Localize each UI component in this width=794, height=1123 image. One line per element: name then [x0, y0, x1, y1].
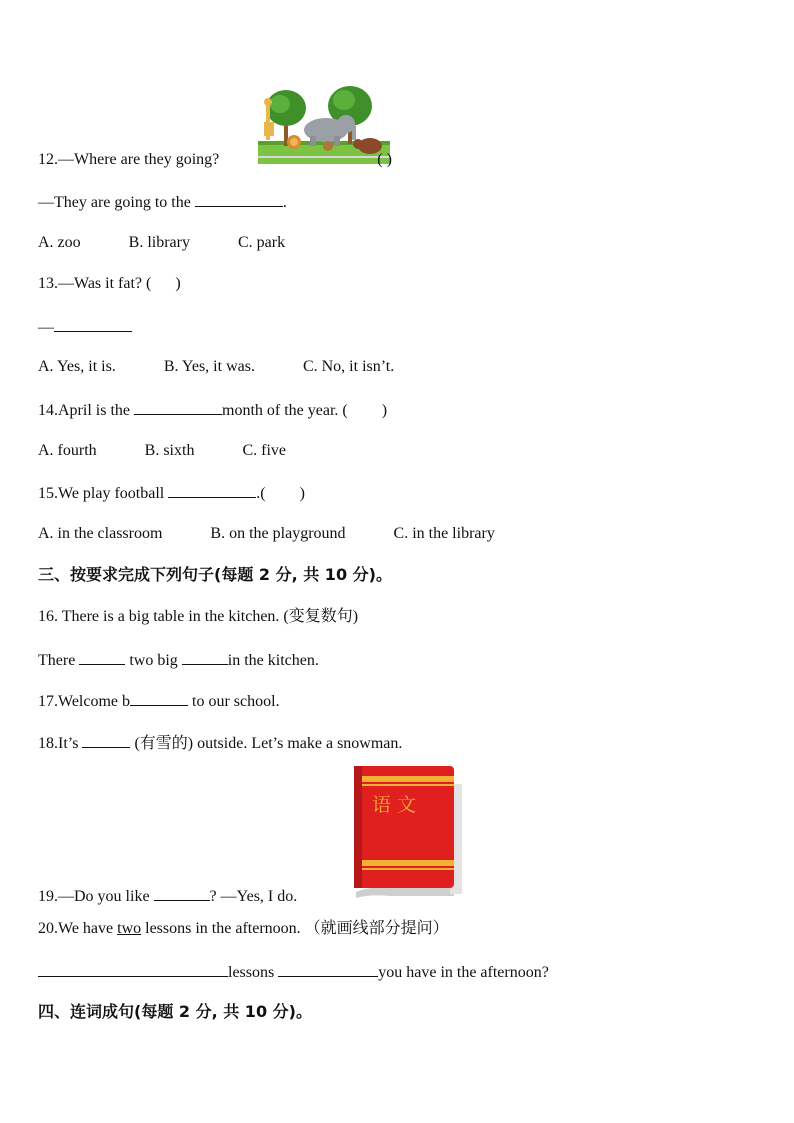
q13-answer-line: [38, 316, 132, 338]
q16-answer-line: [38, 649, 319, 671]
q13-paren-close: ): [175, 275, 181, 292]
q20-ans-1: lessons: [228, 964, 275, 981]
q15-blank[interactable]: [168, 482, 256, 498]
q14-question-line: [38, 399, 387, 421]
q19-prefix: 19.—Do you like: [38, 888, 150, 905]
q13-option-a[interactable]: A. Yes, it is.: [38, 358, 116, 375]
q16-blank-1[interactable]: [79, 649, 125, 665]
q16-ans-2: two big: [129, 652, 178, 669]
q20-suffix: lessons in the afternoon. （就画线部分提问）: [145, 920, 449, 937]
q12-answer-prefix: —They are going to the: [38, 194, 191, 211]
q15-paren-close: ): [299, 485, 305, 502]
q12-option-b[interactable]: B. library: [128, 234, 190, 251]
q20-prefix: 20.We have: [38, 920, 114, 937]
q13-options: [38, 357, 394, 377]
q12-blank[interactable]: [195, 191, 283, 207]
q12-option-c[interactable]: C. park: [237, 234, 286, 251]
q19-suffix: ? —Yes, I do.: [209, 888, 298, 905]
q12-paren: ( ): [377, 151, 392, 168]
q18-prefix: 18.It’s: [38, 735, 79, 752]
q16-ans-1: There: [38, 652, 76, 669]
q14-option-b[interactable]: B. sixth: [144, 442, 195, 459]
q14-blank[interactable]: [134, 399, 222, 415]
q15-option-a[interactable]: A. in the classroom: [38, 525, 163, 542]
q20-answer-line: [38, 961, 549, 983]
q14-option-c[interactable]: C. five: [242, 442, 286, 459]
q17-suffix: to our school.: [192, 693, 280, 710]
q16-ans-3: in the kitchen.: [227, 652, 319, 669]
q14-prefix: 14.April is the: [38, 402, 130, 419]
section3-title: 三、按要求完成下列句子(每题 2 分, 共 10 分)。: [38, 565, 392, 584]
q13-blank[interactable]: [54, 316, 132, 332]
q17-blank[interactable]: [130, 690, 188, 706]
book-cover-text: 语 文: [372, 794, 417, 816]
q16-sentence: 16. There is a big table in the kitchen. (变复数句): [38, 608, 359, 625]
q13-dash: —: [38, 319, 54, 336]
q17-prefix: 17.Welcome b: [38, 693, 131, 710]
q20-blank-2[interactable]: [278, 961, 378, 977]
q12-answer-line: [38, 191, 287, 213]
q20-ans-2: you have in the afternoon?: [378, 964, 549, 981]
chinese-textbook-image: [350, 764, 464, 900]
q18-suffix: (有雪的) outside. Let’s make a snowman.: [134, 735, 403, 752]
q20-blank-1[interactable]: [38, 961, 228, 977]
q12-option-a[interactable]: A. zoo: [38, 234, 81, 251]
q12-question-line: [38, 150, 392, 170]
q14-suffix: month of the year. (: [222, 402, 348, 419]
q12-options: [38, 233, 285, 253]
q12-question: 12.—Where are they going?: [38, 151, 220, 168]
q13-question-line: [38, 274, 181, 294]
q19-blank[interactable]: [154, 885, 210, 901]
q17-line: [38, 690, 280, 712]
q15-options: [38, 524, 495, 544]
q18-line: [38, 732, 402, 754]
q16-blank-2[interactable]: [182, 649, 228, 665]
q15-option-b[interactable]: B. on the playground: [210, 525, 346, 542]
q18-blank[interactable]: [82, 732, 130, 748]
q13-option-c[interactable]: C. No, it isn’t.: [302, 358, 395, 375]
q15-question-line: [38, 482, 305, 504]
q14-option-a[interactable]: A. fourth: [38, 442, 97, 459]
q20-line: [38, 919, 449, 939]
q14-paren-close: ): [381, 402, 388, 419]
q15-suffix: .(: [256, 485, 266, 502]
q12-answer-suffix: .: [282, 194, 287, 211]
q19-line: [38, 885, 297, 907]
section4-title: 四、连词成句(每题 2 分, 共 10 分)。: [38, 1002, 312, 1021]
q14-options: [38, 441, 286, 461]
q15-prefix: 15.We play football: [38, 485, 165, 502]
q13-option-b[interactable]: B. Yes, it was.: [163, 358, 255, 375]
q13-question: 13.—Was it fat? (: [38, 275, 152, 292]
q20-underlined-word: two: [117, 920, 142, 937]
q15-option-c[interactable]: C. in the library: [393, 525, 495, 542]
